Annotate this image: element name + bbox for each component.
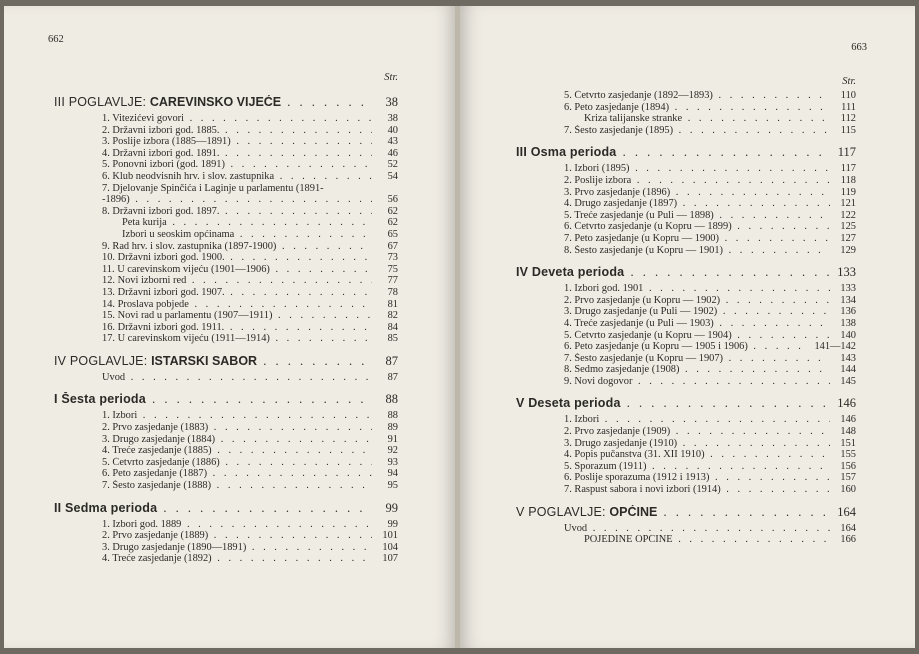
toc-entry-page: 38 bbox=[387, 113, 398, 124]
toc-entry-text: 1. Izbori . . . bbox=[564, 414, 830, 426]
toc-entry-page: 101 bbox=[382, 530, 398, 542]
toc-entry bbox=[54, 241, 398, 253]
toc-entry-text: Uvod . . . bbox=[564, 523, 830, 535]
toc-entry-page: 52 bbox=[387, 159, 398, 171]
toc-entry-text: -1896) . . . bbox=[102, 194, 372, 206]
section-page: 88 bbox=[385, 392, 398, 407]
toc-entry-page: 145 bbox=[840, 375, 856, 387]
section-title-bold: ISTARSKI SABOR bbox=[151, 353, 258, 368]
toc-entry bbox=[54, 229, 398, 241]
section-label: IV Deveta perioda bbox=[516, 265, 625, 280]
toc-entry-text: 7. Šesto zasjedanje (u Kopru — 1907) . . . bbox=[564, 353, 830, 365]
toc-entry-line1: 7. Djelovanje Spinčića i Laginje u parlamentu (1891- bbox=[102, 182, 324, 194]
toc-entry-text: 1. Izbori . . . bbox=[102, 410, 372, 422]
section-title bbox=[516, 396, 830, 411]
toc-entry-text: 6. Klub neodvisnih hrv. i slov. zastupnika . . . bbox=[102, 171, 372, 183]
toc-entry-text: 3. Drugo zasjedanje (1884) . . . bbox=[102, 434, 372, 446]
toc-entry bbox=[516, 198, 856, 210]
toc-entry-text: 3. Drugo zasjedanje (1890—1891) . . . bbox=[102, 542, 372, 554]
section-label: III POGLAVLJE: bbox=[54, 95, 150, 109]
toc-entry-text: 3. Prvo zasjedanje (1896) . . . bbox=[564, 187, 830, 199]
toc-entry-page: 151 bbox=[840, 437, 856, 449]
toc-entry bbox=[54, 299, 398, 311]
toc-entry bbox=[516, 364, 856, 376]
toc-entry-text: 6. Peto zasjedanje (1894) . . . bbox=[564, 102, 830, 114]
toc-entry-page: 85 bbox=[387, 333, 398, 345]
toc-entry-page: 75 bbox=[387, 263, 398, 275]
toc-entry-page: 91 bbox=[387, 433, 398, 445]
section-heading bbox=[54, 392, 398, 407]
toc-entry-text: 14. Proslava pobjede . . . bbox=[102, 299, 372, 311]
section-label: I Šesta perioda bbox=[54, 392, 146, 407]
section-title bbox=[516, 145, 830, 160]
section-heading bbox=[54, 354, 398, 369]
toc-entry-text: 6. Peto zasjedanje (u Kopru — 1905 i 1906) . . . bbox=[564, 341, 804, 353]
toc-entry-page: 119 bbox=[840, 186, 856, 198]
toc-entry-text: 2. Državni izbori god. 1885. . . . bbox=[102, 125, 372, 137]
toc-entry bbox=[54, 372, 398, 384]
toc-entry-text: 4. Popis pučanstva (31. XII 1910) . . . bbox=[564, 449, 830, 461]
toc-entry-page: 110 bbox=[840, 90, 856, 101]
toc-entry-text: 11. U carevinskom vijeću (1901—1906) . . . bbox=[102, 264, 372, 276]
toc-entry bbox=[516, 438, 856, 450]
toc-entry bbox=[516, 330, 856, 342]
section-title bbox=[516, 505, 830, 520]
toc-entry-page: 118 bbox=[840, 174, 856, 186]
section-heading bbox=[516, 265, 856, 280]
section-label: V POGLAVLJE: bbox=[516, 504, 610, 519]
str-label: Str. bbox=[842, 76, 856, 87]
toc-entry-text: 6. Poslije sporazuma (1912 i 1913) . . . bbox=[564, 472, 830, 484]
toc-entry-page: 78 bbox=[387, 286, 398, 298]
toc-entry-text: 5. Četvrto zasjedanje (1886) . . . bbox=[102, 457, 372, 469]
toc-entry bbox=[516, 523, 856, 535]
section-title bbox=[54, 392, 372, 407]
toc-entry-text: 5. Treće zasjedanje (u Puli — 1898) . . . bbox=[564, 210, 830, 222]
toc-entry-page: 155 bbox=[840, 449, 856, 461]
toc-entry bbox=[54, 159, 398, 171]
toc-entry-page: 140 bbox=[840, 329, 856, 341]
toc-entry-page: 81 bbox=[387, 298, 398, 310]
toc-entry bbox=[54, 333, 398, 345]
toc-entry bbox=[54, 206, 398, 218]
toc-entry-page: 92 bbox=[387, 445, 398, 457]
left-page bbox=[4, 6, 456, 648]
toc-entry-page: 115 bbox=[840, 124, 856, 136]
toc-entry bbox=[54, 553, 398, 565]
toc-entry-text: 2. Prvo zasjedanje (1883) . . . bbox=[102, 422, 372, 434]
toc-entry bbox=[516, 449, 856, 461]
toc-entry-text: 2. Prvo zasjedanje (1889) . . . bbox=[102, 530, 372, 542]
toc-entry-page: 88 bbox=[387, 410, 398, 422]
toc-column-right bbox=[516, 76, 856, 546]
toc-entry-page: 122 bbox=[840, 209, 856, 221]
toc-entry-text: 1. Izbori god. 1889 . . . bbox=[102, 519, 372, 531]
toc-entry bbox=[54, 136, 398, 148]
toc-entry bbox=[54, 217, 398, 229]
toc-entry-page: 56 bbox=[387, 194, 398, 206]
toc-entry bbox=[54, 422, 398, 434]
toc-entry-page: 93 bbox=[387, 456, 398, 468]
toc-entry-text: 7. Peto zasjedanje (u Kopru — 1900) . . . bbox=[564, 233, 830, 245]
toc-entry-text: 4. Treće zasjedanje (u Puli — 1903) . . . bbox=[564, 318, 830, 330]
toc-entry-text: 7. Šesto zasjedanje (1888) . . . bbox=[102, 480, 372, 492]
section-title bbox=[54, 501, 372, 516]
section-page: 38 bbox=[385, 95, 398, 109]
toc-entry-page: 67 bbox=[387, 240, 398, 252]
toc-entry bbox=[516, 341, 856, 353]
section-title-bold: CAREVINSKO VIJEĆE bbox=[149, 95, 282, 109]
toc-entry bbox=[516, 484, 856, 496]
page-number-right: 663 bbox=[851, 42, 867, 53]
toc-entry bbox=[516, 295, 856, 307]
toc-entry-page: 43 bbox=[387, 136, 398, 148]
toc-entry-page: 146 bbox=[840, 414, 856, 426]
toc-entry bbox=[516, 175, 856, 187]
right-page bbox=[460, 6, 915, 648]
toc-entry-text: 6. Peto zasjedanje (1887) . . . bbox=[102, 468, 372, 480]
toc-entry-page: 141—142 bbox=[814, 341, 856, 353]
toc-entry bbox=[54, 322, 398, 334]
toc-entry-page: 95 bbox=[387, 480, 398, 492]
toc-entry-text: 7. Šesto zasjedanje (1895) . . . bbox=[564, 125, 830, 137]
toc-entry-text: 9. Rad hrv. i slov. zastupnika (1897-1900) . . . bbox=[102, 241, 372, 253]
toc-entry-page: 166 bbox=[840, 534, 856, 546]
toc-entry bbox=[516, 318, 856, 330]
toc-entry-text: 6. Četvrto zasjedanje (u Kopru — 1899) . . . bbox=[564, 221, 830, 233]
toc-entry-text: Izbori u seoskim općinama . . . bbox=[122, 229, 372, 241]
toc-entry bbox=[516, 426, 856, 438]
toc-entry-page: 104 bbox=[382, 541, 398, 553]
toc-entry bbox=[516, 233, 856, 245]
toc-entry-page: 125 bbox=[840, 221, 856, 233]
section-title bbox=[516, 265, 830, 280]
section-heading bbox=[54, 501, 398, 516]
toc-entry-page: 148 bbox=[840, 426, 856, 438]
toc-entry-page: 99 bbox=[387, 518, 398, 530]
toc-entry-text: 8. Šesto zasjedanje (u Kopru — 1901) . . . bbox=[564, 245, 830, 257]
toc-column-left bbox=[54, 72, 398, 565]
toc-entry-page: 117 bbox=[840, 163, 856, 175]
toc-entry-text: 8. Sedmo zasjedanje (1908) . . . bbox=[564, 364, 830, 376]
toc-entry-page: 160 bbox=[840, 484, 856, 496]
toc-entry-text: 3. Poslije izbora (1885—1891) . . . bbox=[102, 136, 372, 148]
toc-entry-page: 62 bbox=[387, 217, 398, 229]
toc-entry bbox=[516, 221, 856, 233]
toc-entry bbox=[54, 480, 398, 492]
section-title bbox=[54, 95, 372, 110]
toc-entry-text: 12. Novi izborni red . . . bbox=[102, 275, 372, 287]
toc-entry-text: 13. Državni izbori god. 1907. . . . bbox=[102, 287, 372, 299]
toc-entry-text: Peta kurija . . . bbox=[122, 217, 372, 229]
toc-entry-text: 5. Ponovni izbori (god. 1891) . . . bbox=[102, 159, 372, 171]
toc-entry-page: 136 bbox=[840, 306, 856, 318]
toc-entry bbox=[54, 183, 398, 206]
toc-entry bbox=[516, 102, 856, 114]
toc-entry-page: 65 bbox=[387, 228, 398, 240]
toc-entry-text: Uvod . . . bbox=[102, 372, 372, 384]
toc-entry bbox=[516, 210, 856, 222]
toc-entry bbox=[516, 534, 856, 546]
toc-entry-page: 129 bbox=[840, 244, 856, 256]
toc-entry-page: 127 bbox=[840, 232, 856, 244]
toc-entry-page: 46 bbox=[387, 147, 398, 159]
toc-entry bbox=[516, 90, 856, 102]
toc-entry-page: 164 bbox=[840, 522, 856, 534]
toc-entry-page: 133 bbox=[840, 283, 856, 295]
toc-entry bbox=[54, 310, 398, 322]
toc-entry-text: 8. Državni izbori god. 1897. . . . bbox=[102, 206, 372, 218]
toc-entry-page: 121 bbox=[840, 198, 856, 210]
toc-entry-text: 4. Treće zasjedanje (1892) . . . bbox=[102, 553, 372, 565]
toc-entry bbox=[516, 472, 856, 484]
str-label: Str. bbox=[384, 72, 398, 83]
toc-entry bbox=[54, 171, 398, 183]
toc-entry-page: 40 bbox=[387, 124, 398, 136]
toc-entry-page: 54 bbox=[387, 170, 398, 182]
toc-entry bbox=[54, 125, 398, 137]
section-label: IV POGLAVLJE: bbox=[54, 353, 152, 368]
toc-entry-page: 156 bbox=[840, 460, 856, 472]
toc-entry-page: 62 bbox=[387, 205, 398, 217]
toc-entry-text: 2. Prvo zasjedanje (1909) . . . bbox=[564, 426, 830, 438]
toc-entry-text: 7. Raspust sabora i novi izbori (1914) . . . bbox=[564, 484, 830, 496]
toc-entry bbox=[54, 148, 398, 160]
toc-entry-text: 4. Državni izbori god. 1891. . . . bbox=[102, 148, 372, 160]
toc-entry-text: 15. Novi rad u parlamentu (1907—1911) . . . bbox=[102, 310, 372, 322]
toc-entry-page: 112 bbox=[840, 113, 856, 125]
toc-entry bbox=[54, 434, 398, 446]
toc-entry-text: 4. Treće zasjedanje (1885) . . . bbox=[102, 445, 372, 457]
toc-entry bbox=[516, 163, 856, 175]
page-number-left: 662 bbox=[48, 34, 64, 45]
toc-entry-page: 138 bbox=[840, 317, 856, 329]
toc-entry bbox=[54, 252, 398, 264]
toc-entry-line2 bbox=[102, 194, 398, 206]
toc-entry bbox=[516, 283, 856, 295]
toc-entry bbox=[516, 306, 856, 318]
toc-entry-text: 2. Prvo zasjedanje (u Kopru — 1902) . . . bbox=[564, 295, 830, 307]
toc-entry bbox=[54, 264, 398, 276]
toc-entry bbox=[516, 414, 856, 426]
toc-entry bbox=[54, 542, 398, 554]
toc-entry bbox=[516, 376, 856, 388]
section-title-bold: OPĆINE bbox=[609, 504, 658, 519]
toc-entry-text: POJEDINE OPĆINE . . . bbox=[584, 534, 830, 546]
section-label: III Osma perioda bbox=[516, 145, 617, 160]
toc-entry bbox=[54, 457, 398, 469]
toc-entry-text: 1. Izbori (1895) . . . bbox=[564, 163, 830, 175]
toc-entry-text: 5. Četvrto zasjedanje (1892—1893) . . . bbox=[564, 90, 830, 102]
section-page: 117 bbox=[837, 145, 856, 160]
toc-entry-text: 1. Vitezićevi govori . . . bbox=[102, 113, 372, 125]
toc-entry-text: Kriza talijanske stranke . . . bbox=[584, 113, 830, 125]
toc-entry-text: 16. Državni izbori god. 1911. . . . bbox=[102, 322, 372, 334]
toc-entry bbox=[54, 445, 398, 457]
section-page: 87 bbox=[385, 353, 398, 368]
section-page: 133 bbox=[837, 265, 856, 280]
section-heading bbox=[516, 396, 856, 411]
toc-entry bbox=[516, 187, 856, 199]
toc-entry bbox=[54, 113, 398, 125]
toc-entry-page: 107 bbox=[382, 553, 398, 565]
toc-entry-page: 143 bbox=[840, 352, 856, 364]
toc-entry-text: 2. Poslije izbora . . . bbox=[564, 175, 830, 187]
toc-entry-page: 84 bbox=[387, 321, 398, 333]
toc-entry-page: 77 bbox=[387, 275, 398, 287]
toc-entry-text: 10. Državni izbori god. 1900. . . . bbox=[102, 252, 372, 264]
toc-entry bbox=[54, 530, 398, 542]
section-label: V Deseta perioda bbox=[516, 396, 621, 411]
section-page: 146 bbox=[837, 396, 856, 411]
toc-entry bbox=[516, 113, 856, 125]
toc-entry bbox=[54, 468, 398, 480]
toc-entry bbox=[54, 410, 398, 422]
toc-entry bbox=[516, 245, 856, 257]
toc-entry-text: 5. Četvrto zasjedanje (u Kopru — 1904) . . . bbox=[564, 330, 830, 342]
section-heading bbox=[516, 145, 856, 160]
toc-entry-text: 1. Izbori god. 1901 . . . bbox=[564, 283, 830, 295]
toc-entry-page: 134 bbox=[840, 294, 856, 306]
section-title bbox=[54, 354, 372, 369]
toc-entry-text: 3. Drugo zasjedanje (u Puli — 1902) . . . bbox=[564, 306, 830, 318]
toc-entry-text: 3. Drugo zasjedanje (1910) . . . bbox=[564, 438, 830, 450]
toc-entry-page: 144 bbox=[840, 364, 856, 376]
toc-entry bbox=[516, 353, 856, 365]
toc-entry bbox=[54, 287, 398, 299]
section-heading bbox=[54, 95, 398, 110]
toc-entry-page: 73 bbox=[387, 252, 398, 264]
section-label: II Sedma perioda bbox=[54, 500, 158, 515]
toc-entry bbox=[54, 519, 398, 531]
toc-entry-text: 9. Novi dogovor . . . bbox=[564, 376, 830, 388]
toc-entry-page: 111 bbox=[841, 101, 856, 113]
toc-entry-page: 157 bbox=[840, 472, 856, 484]
toc-entry bbox=[54, 275, 398, 287]
toc-entry-page: 89 bbox=[387, 422, 398, 434]
section-page: 164 bbox=[837, 504, 856, 519]
toc-entry-text: 4. Drugo zasjedanje (1897) . . . bbox=[564, 198, 830, 210]
toc-entry-text: 5. Sporazum (1911) . . . bbox=[564, 461, 830, 473]
section-heading bbox=[516, 505, 856, 520]
toc-entry-page: 94 bbox=[387, 468, 398, 480]
toc-entry-page: 87 bbox=[387, 371, 398, 383]
section-page: 99 bbox=[385, 500, 398, 515]
toc-entry bbox=[516, 461, 856, 473]
toc-entry-page: 82 bbox=[387, 310, 398, 322]
toc-entry bbox=[516, 125, 856, 137]
toc-entry-text: 17. U carevinskom vijeću (1911—1914) . . . bbox=[102, 333, 372, 345]
